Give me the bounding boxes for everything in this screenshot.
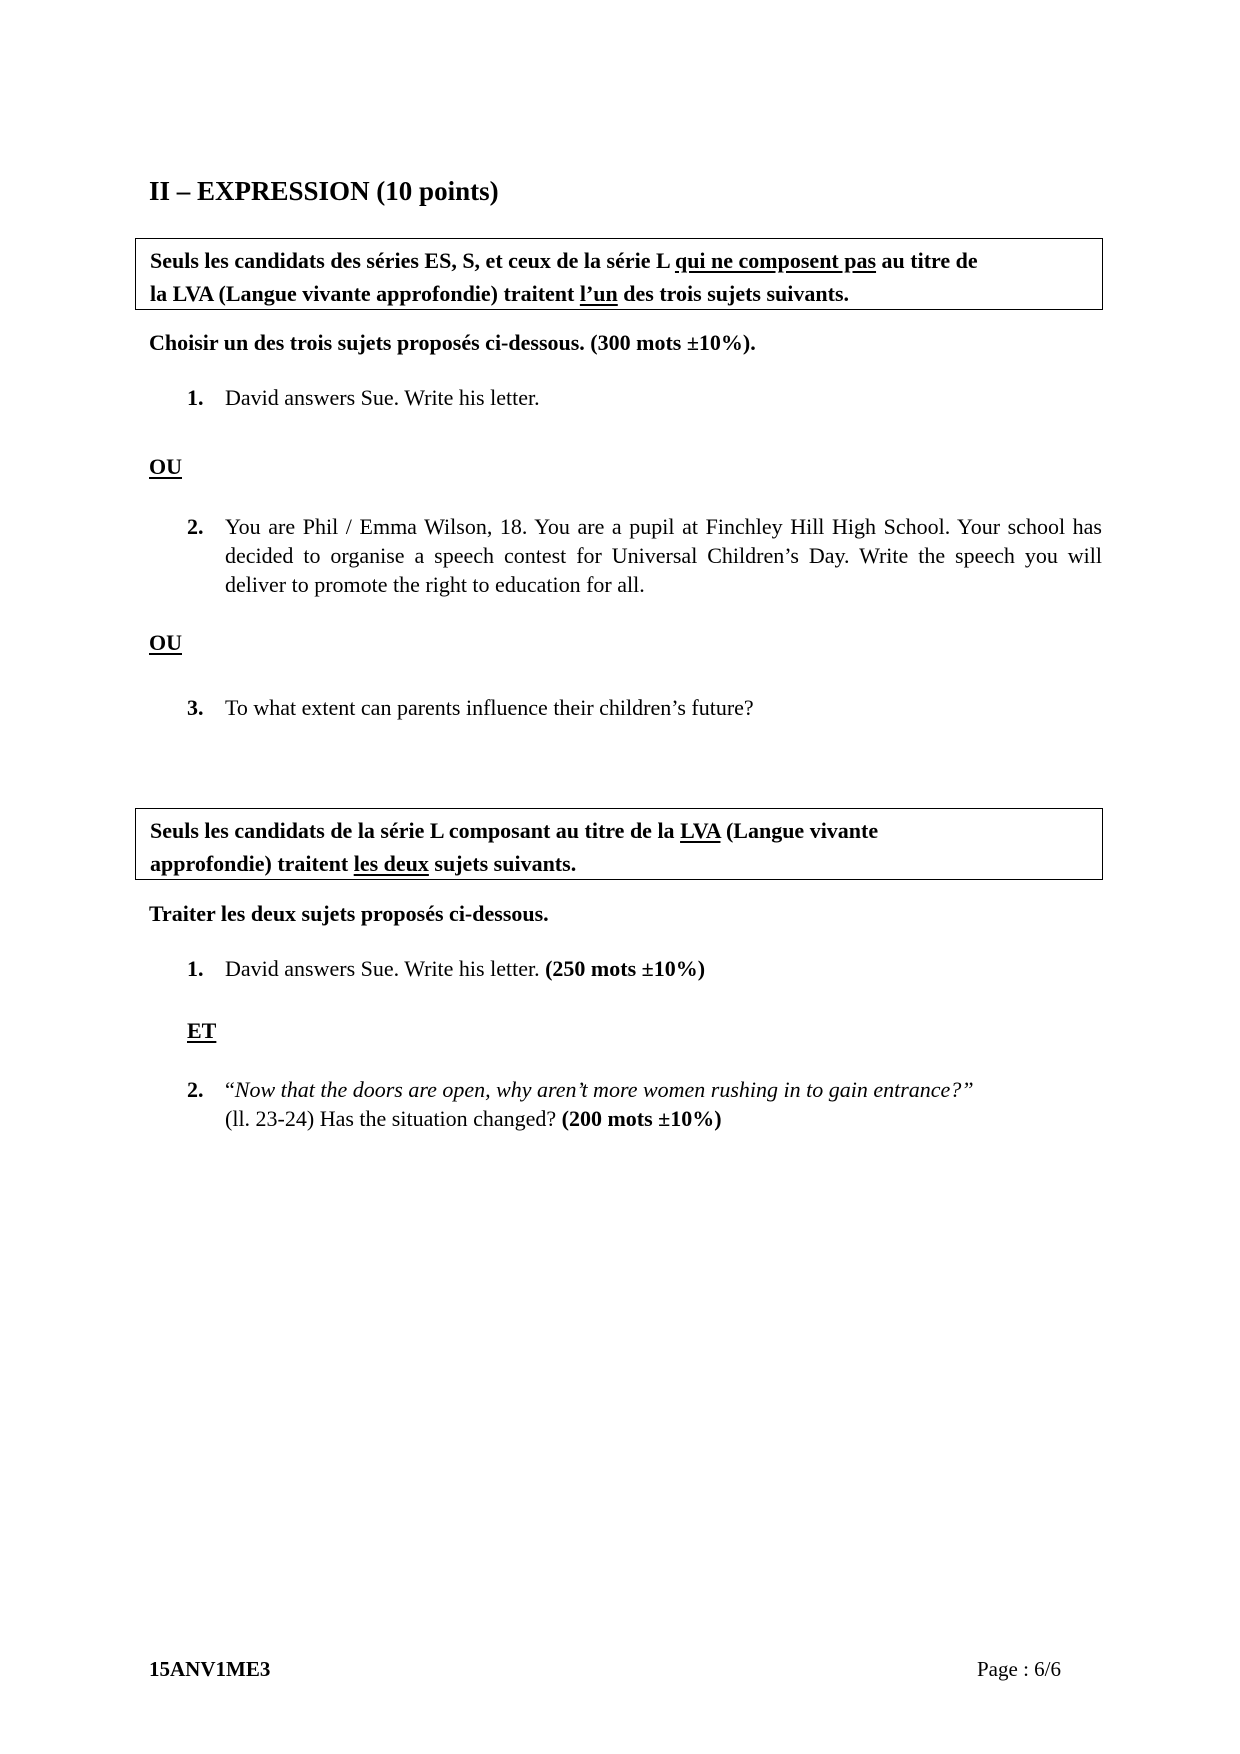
instruction-choose-one: Choisir un des trois sujets proposés ci-dessous. (300 mots ±10%). [149, 330, 756, 355]
subject-1 [187, 383, 1102, 412]
separator-ou: OU [149, 630, 182, 655]
subject-text: To what extent can parents influence their children’s future? [225, 695, 754, 720]
separator-et: ET [187, 1018, 217, 1043]
subject-text: David answers Sue. Write his letter. [225, 956, 546, 981]
box2-text: (Langue vivante [720, 818, 879, 843]
subject-2 [187, 512, 1102, 599]
subject-number: 1. [187, 385, 204, 410]
box1-underline-1: qui ne composent pas [674, 248, 877, 273]
word-count: (200 mots ±10%) [561, 1106, 722, 1131]
box2-underline-2: les deux [353, 851, 429, 876]
subject-lva-1 [187, 954, 1102, 983]
box2-text: Seuls les candidats de la série L composant au titre de la [150, 818, 681, 843]
footer-page-number: Page : 6/6 [977, 1657, 1061, 1681]
subject-text: You are Phil / Emma Wilson, 18. You are a pupil at Finchley Hill High School. Your school has decided to organise a speech contest for Universal Children’s Day. Write the speech you will deliver to promote the right to education for all. [225, 514, 1102, 597]
subject-lva-2 [187, 1075, 1102, 1133]
instruction-box-series-l-lva [135, 808, 1103, 880]
box1-text: au titre de [876, 248, 978, 273]
subject-number: 2. [187, 514, 204, 539]
subject-number: 1. [187, 956, 204, 981]
subject-3 [187, 693, 1102, 722]
instruction-box-series-es-s-l [135, 238, 1103, 310]
line-reference: (ll. 23-24) Has the situation changed? [225, 1106, 562, 1131]
box2-text: approfondie) traitent [150, 851, 354, 876]
footer-exam-code: 15ANV1ME3 [149, 1657, 271, 1681]
subject-number: 3. [187, 695, 204, 720]
open-quote: “ [225, 1077, 235, 1102]
box1-underline-2: l’un [579, 281, 618, 306]
quotation: Now that the doors are open, why aren’t more women rushing in to gain entrance?” [234, 1077, 974, 1102]
instruction-treat-both: Traiter les deux sujets proposés ci-dessous. [149, 901, 549, 926]
word-count: (250 mots ±10%) [545, 956, 706, 981]
subject-text: David answers Sue. Write his letter. [225, 385, 540, 410]
box2-text: sujets suivants. [428, 851, 577, 876]
subject-number: 2. [187, 1077, 204, 1102]
box2-underline-1: LVA [680, 818, 721, 843]
box1-text: Seuls les candidats des séries ES, S, et ceux de la série L [150, 248, 675, 273]
box1-text: la LVA (Langue vivante approfondie) traitent [150, 281, 580, 306]
box1-text: des trois sujets suivants. [617, 281, 850, 306]
section-title: II – EXPRESSION (10 points) [149, 176, 499, 206]
separator-ou: OU [149, 454, 182, 479]
